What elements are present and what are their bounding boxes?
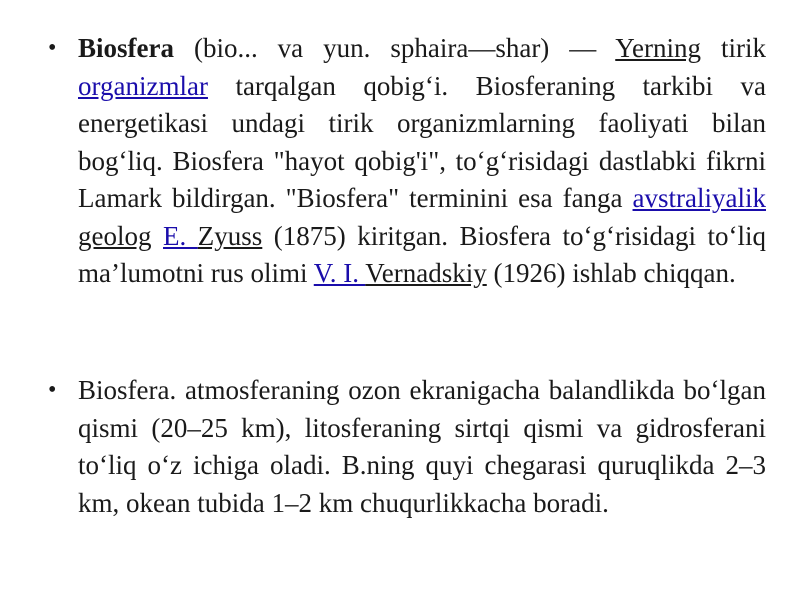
- link-organizmlar[interactable]: organizmlar: [78, 70, 208, 101]
- link-geolog[interactable]: geolog: [78, 220, 152, 251]
- term-biosfera: Biosfera: [78, 33, 174, 63]
- bullet-item: [48, 30, 767, 293]
- body-text: tirik: [701, 33, 767, 63]
- bullet-icon: •: [48, 377, 57, 403]
- link-vernadskiy[interactable]: Vernadskiy: [365, 258, 487, 288]
- bullet-item: [48, 372, 766, 522]
- body-text: [152, 221, 164, 251]
- body-text: Biosfera. atmosferaning ozon ekranigacha balandlikda bo‘lgan qismi (20–25 km), litosferaning sirtqi qismi va gidrosferani to‘liq o‘z ichiga oladi. B.ning quyi chegarasi quruqlikda 2–3 km, okean tubida 1–2 km chuqurlikkacha boradi.: [78, 375, 766, 518]
- link-vi[interactable]: V. I.: [313, 258, 366, 288]
- link-yerning[interactable]: Yerning: [615, 33, 702, 63]
- link-avstraliyalik[interactable]: avstraliyalik: [632, 183, 766, 213]
- link-zyuss[interactable]: Zyuss: [197, 220, 263, 251]
- body-text: tarqalgan qobig‘i. Biosferaning tarkibi va energetikasi undagi tirik organizmlarning faoliyati bilan bog‘liq. Biosfera "hayot qobig'i", to‘g‘risidagi dastlabki fikrni Lamark bildirgan. "Biosfera" terminini esa fanga: [78, 70, 766, 213]
- body-text: (bio... va yun. sphaira—shar) —: [173, 33, 616, 63]
- body-text: (1926) ishlab chiqqan.: [486, 258, 736, 288]
- link-e[interactable]: E.: [163, 220, 198, 251]
- body-text: (1875) kiritgan. Biosfera to‘g‘risidagi to‘liq ma’lumotni rus olimi: [78, 220, 766, 288]
- bullet-icon: •: [48, 35, 57, 61]
